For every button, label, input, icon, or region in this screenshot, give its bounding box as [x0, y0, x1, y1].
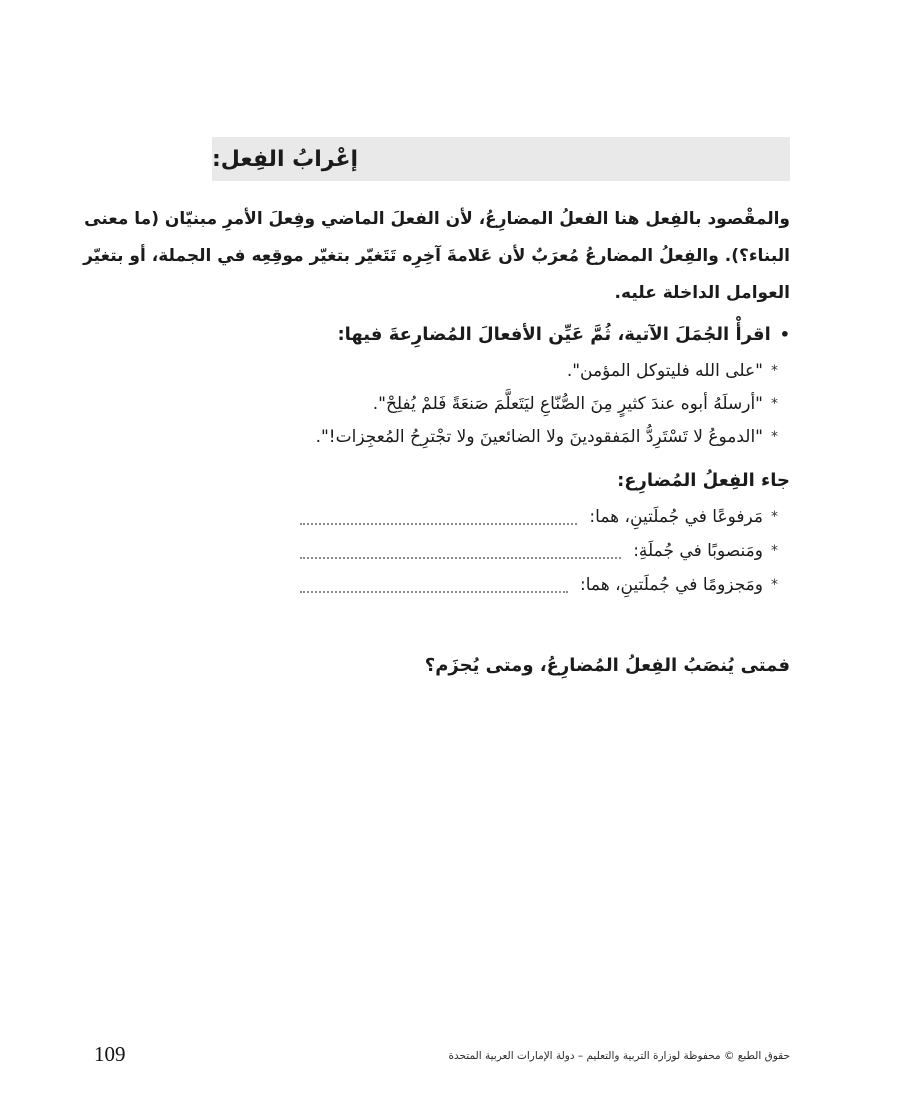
bullet-marker-icon: •	[779, 325, 790, 344]
asterisk-marker-icon: *	[771, 543, 778, 559]
example-sentence-text: "على الله فليتوكل المؤمن".	[566, 361, 763, 381]
asterisk-marker-icon: *	[771, 396, 778, 412]
answer-label: مَرفوعًا في جُملَتينِ، هما:	[589, 507, 763, 527]
answer-item	[300, 537, 778, 566]
intro-line: العوامل الداخلة عليه.	[614, 283, 790, 303]
example-sentence	[373, 390, 778, 419]
example-sentence	[316, 423, 778, 452]
example-sentence-text: "أرسلَهُ أبوه عندَ كثيرٍ مِنَ الصُّنّاعِ ليَتَعلَّمَ صَنعَةً فَلمْ يُفلِحْ".	[372, 394, 763, 414]
answer-item	[300, 571, 778, 600]
exercise-instruction-row	[337, 321, 790, 349]
answer-label: ومَجزومًا في جُملَتينِ، هما:	[579, 575, 763, 595]
page-number: 109	[94, 1042, 126, 1066]
answer-item	[300, 503, 778, 532]
asterisk-marker-icon: *	[771, 429, 778, 445]
section-title-bar	[212, 137, 790, 181]
closing-question: فمتى يُنصَبُ الفِعلُ المُضارِعُ، ومتى يُجزَم؟	[424, 655, 790, 676]
asterisk-marker-icon: *	[771, 509, 778, 525]
section-title: إعْرابُ الفِعل:	[212, 146, 359, 172]
exercise-instruction: اقرأْ الجُمَلَ الآتية، ثُمَّ عَيِّن الأفعالَ المُضارِعةَ فيها:	[337, 324, 771, 345]
intro-line: والمقْصود بالفِعل هنا الفعلُ المضارِعُ، لأن الفعلَ الماضي وفِعلَ الأمرِ مبنيّان (ما معنى	[84, 209, 790, 229]
copyright-notice: حقوق الطبع © محفوظة لوزارة التربية والتعليم – دولة الإمارات العربية المتحدة	[448, 1050, 790, 1062]
dotted-answer-blank	[300, 591, 568, 593]
example-sentence-text: "الدموعُ لا تَسْتَرِدُّ المَفقودينَ ولا الضائعينَ ولا تجْترِحُ المُعجِزات!".	[315, 427, 763, 447]
answer-label: ومَنصوبًا في جُملَةِ:	[633, 541, 763, 561]
asterisk-marker-icon: *	[771, 577, 778, 593]
answers-heading: جاء الفِعلُ المُضارِع:	[617, 470, 790, 491]
intro-paragraph	[83, 201, 790, 312]
example-sentence	[567, 357, 778, 386]
dotted-answer-blank	[300, 523, 577, 525]
dotted-answer-blank	[300, 557, 621, 559]
asterisk-marker-icon: *	[771, 363, 778, 379]
intro-line: البناء؟). والفِعلُ المضارعُ مُعرَبٌ لأن عَلامةَ آخِرِه تَتَغيّر بتغيّر موقِعِه في الجملة، أو بتغيّر	[83, 246, 790, 266]
